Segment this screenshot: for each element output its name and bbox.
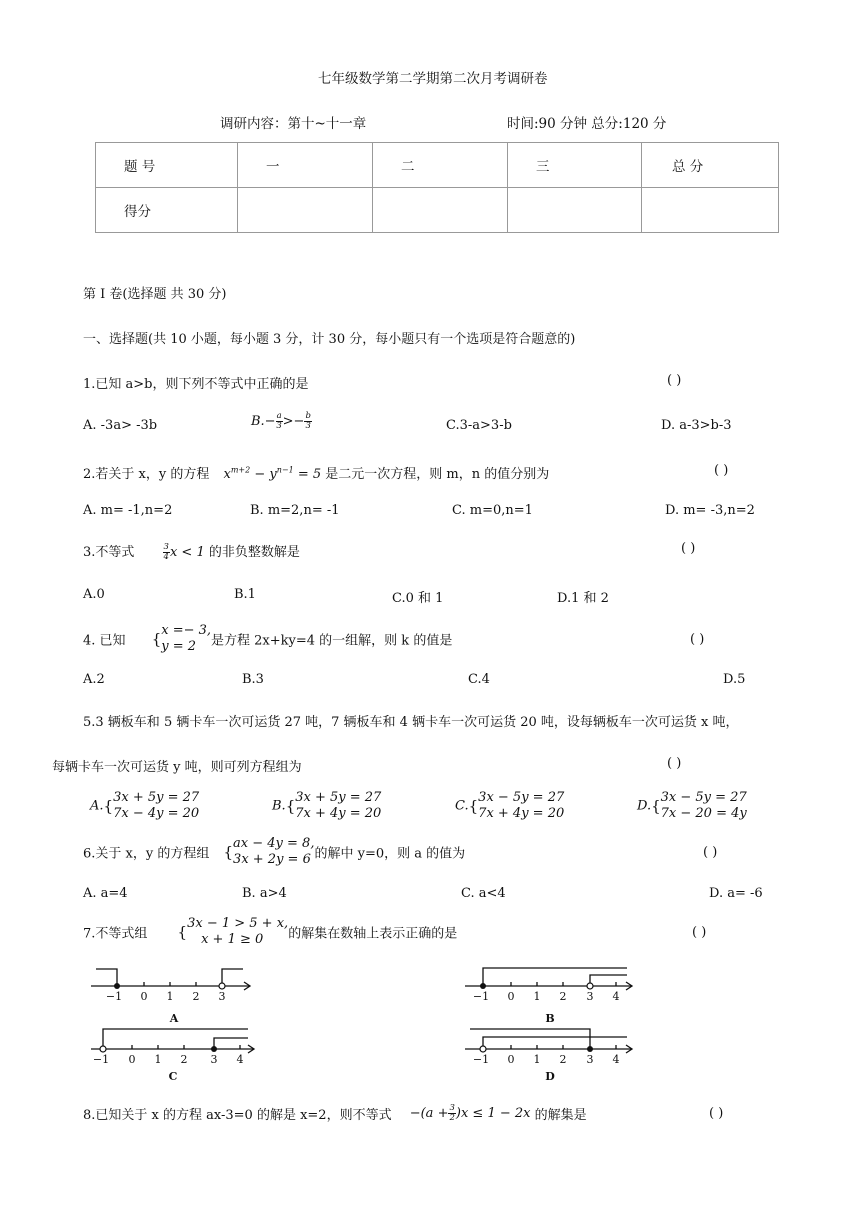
q2-stem-prefix: 2.若关于 x，y 的方程 (83, 467, 210, 482)
svg-text:0: 0 (128, 1053, 136, 1066)
score-cell[interactable] (642, 188, 779, 233)
q5-option-b: B.{ 3x + 5y = 27 7x + 4y = 20 (272, 790, 382, 821)
svg-text:3: 3 (586, 1053, 594, 1066)
q5-option-a: A.{ 3x + 5y = 27 7x − 4y = 20 (90, 790, 200, 821)
q7-stem-prefix: 7.不等式组 (83, 926, 148, 942)
number-line-a (88, 960, 258, 1028)
q2-stem-suffix: 是二元一次方程，则 m，n 的值分别为 (325, 467, 550, 482)
svg-text:−1: −1 (105, 990, 123, 1003)
q1-option-a: A. -3a> -3b (83, 418, 158, 433)
brace-icon: { (285, 797, 296, 815)
q6-stem-prefix: 6.关于 x，y 的方程组 (83, 846, 210, 862)
svg-text:−1: −1 (472, 1053, 490, 1066)
brace-icon: { (103, 797, 114, 815)
q4-option-b: B.3 (242, 672, 264, 687)
q2-option-b: B. m=2,n= -1 (250, 503, 340, 518)
q6-option-c: C. a<4 (461, 886, 506, 901)
q3-option-c: C.0 和 1 (392, 591, 444, 606)
table-header-cell: 二 (373, 143, 508, 188)
svg-text:0: 0 (507, 990, 515, 1003)
answer-paren: ( ) (692, 925, 707, 940)
fraction: $\frac{b}{3}$ (305, 411, 311, 431)
brace-icon: { (223, 843, 234, 861)
answer-paren: ( ) (714, 463, 729, 478)
svg-text:4: 4 (612, 990, 620, 1003)
q1-b-prefix: B.− (251, 414, 276, 429)
q4-option-a: A.2 (83, 672, 105, 687)
q4-stem (83, 623, 452, 655)
q6-system: ax − 4y = 8, 3x + 2y = 6 (233, 836, 315, 867)
brace-icon: { (177, 923, 188, 941)
q3-stem-prefix: 3.不等式 (83, 545, 135, 560)
page-title: 七年级数学第二学期第二次月考调研卷 (318, 71, 548, 87)
fraction: $\frac{3}{2}$ (449, 1103, 455, 1123)
svg-text:A: A (169, 1012, 179, 1025)
answer-paren: ( ) (667, 373, 682, 388)
q7-system: 3x − 1 > 5 + x, x + 1 ≥ 0 (187, 916, 289, 947)
q8-stem-suffix: 的解集是 (534, 1108, 587, 1123)
answer-paren: ( ) (690, 632, 705, 647)
svg-text:4: 4 (236, 1053, 244, 1066)
score-row-label: 得分 (96, 188, 238, 233)
table-row (96, 188, 779, 233)
q6-stem-suffix: 的解中 y=0，则 a 的值为 (314, 846, 466, 862)
part-heading: 第 I 卷(选择题 共 30 分) (83, 287, 227, 302)
brace-icon: { (651, 797, 661, 815)
q1-b-mid: >− (282, 414, 305, 429)
q3-option-a: A.0 (83, 587, 105, 602)
q3-option-b: B.1 (234, 587, 256, 602)
table-header-cell: 一 (238, 143, 373, 188)
q7-stem (83, 916, 457, 948)
svg-text:−1: −1 (472, 990, 490, 1003)
q2-option-d: D. m= -3,n=2 (665, 503, 755, 518)
instructions: 一、选择题(共 10 小题，每小题 3 分，计 30 分，每小题只有一个选项是符合题意的) (83, 332, 576, 347)
svg-text:1: 1 (154, 1053, 162, 1066)
brace-icon: { (151, 630, 162, 648)
q2-option-a: A. m= -1,n=2 (83, 503, 173, 518)
table-header-cell: 三 (508, 143, 642, 188)
answer-paren: ( ) (703, 845, 718, 860)
q1-option-d: D. a-3>b-3 (661, 418, 732, 433)
brace-icon: { (468, 797, 479, 815)
q4-option-d: D.5 (723, 672, 746, 687)
q4-system: x =− 3, y = 2 (161, 623, 212, 654)
answer-paren: ( ) (667, 756, 682, 771)
q3-stem-suffix: 的非负整数解是 (208, 545, 300, 560)
svg-text:1: 1 (533, 1053, 541, 1066)
score-cell[interactable] (373, 188, 508, 233)
svg-text:0: 0 (140, 990, 148, 1003)
number-line-c (88, 1023, 260, 1085)
q8-inequality-pre: −(a + (409, 1106, 449, 1121)
q3-option-d: D.1 和 2 (557, 591, 609, 606)
number-line-d (462, 1023, 642, 1085)
svg-text:D: D (545, 1070, 555, 1083)
q8-stem-prefix: 8.已知关于 x 的方程 ax-3=0 的解是 x=2，则不等式 (83, 1108, 392, 1123)
q3-stem (83, 541, 300, 562)
fraction: $\frac{3}{4}$ (163, 542, 169, 562)
score-cell[interactable] (508, 188, 642, 233)
q5-option-d: D.{ 3x − 5y = 27 7x − 20 = 4y (637, 790, 747, 821)
fraction: $\frac{a}{3}$ (276, 411, 282, 431)
q1-option-b (251, 412, 312, 431)
table-row (96, 143, 779, 188)
q8-stem (83, 1104, 587, 1123)
q5-stem-line2: 每辆卡车一次可运货 y 吨，则可列方程组为 (52, 760, 302, 775)
q5-option-c: C.{ 3x − 5y = 27 7x + 4y = 20 (455, 790, 565, 821)
q6-option-d: D. a= -6 (709, 886, 763, 901)
svg-text:2: 2 (559, 990, 567, 1003)
q6-option-b: B. a>4 (242, 886, 287, 901)
q5-stem-line1: 5.3 辆板车和 5 辆卡车一次可运货 27 吨，7 辆板车和 4 辆卡车一次可运货 20 吨，设每辆板车一次可运货 x 吨， (83, 715, 739, 730)
q1-stem: 1.已知 a>b，则下列不等式中正确的是 (83, 377, 309, 392)
q2-stem (83, 463, 549, 482)
svg-text:2: 2 (559, 1053, 567, 1066)
q7-stem-suffix: 的解集在数轴上表示正确的是 (288, 926, 458, 942)
svg-text:1: 1 (166, 990, 174, 1003)
time-score: 时间:90 分钟 总分:120 分 (507, 116, 667, 132)
q6-stem (83, 836, 465, 868)
score-cell[interactable] (238, 188, 373, 233)
q4-option-c: C.4 (468, 672, 490, 687)
svg-text:4: 4 (612, 1053, 620, 1066)
svg-text:1: 1 (533, 990, 541, 1003)
answer-paren: ( ) (709, 1106, 724, 1121)
content-label: 调研内容：第十~十一章 (220, 116, 367, 132)
table-header-cell: 总 分 (642, 143, 779, 188)
svg-text:2: 2 (180, 1053, 188, 1066)
svg-text:3: 3 (210, 1053, 218, 1066)
q4-stem-prefix: 4. 已知 (83, 633, 126, 649)
q1-option-c: C.3-a>3-b (446, 418, 512, 433)
svg-text:−1: −1 (92, 1053, 110, 1066)
q4-stem-suffix: 是方程 2x+ky=4 的一组解，则 k 的值是 (211, 633, 453, 649)
svg-text:B: B (545, 1012, 555, 1025)
svg-text:3: 3 (586, 990, 594, 1003)
q6-option-a: A. a=4 (83, 886, 128, 901)
q2-option-c: C. m=0,n=1 (452, 503, 533, 518)
answer-paren: ( ) (681, 541, 696, 556)
q3-inequality: x < 1 (169, 545, 205, 560)
score-table (95, 142, 779, 233)
svg-text:0: 0 (507, 1053, 515, 1066)
number-line-b (462, 960, 642, 1028)
svg-text:3: 3 (218, 990, 226, 1003)
q2-equation: $x^{m+2} - y^{n-1} = 5$ (223, 465, 322, 482)
table-header-cell: 题 号 (96, 143, 238, 188)
svg-text:C: C (168, 1070, 178, 1083)
q8-inequality-post: )x ≤ 1 − 2x (455, 1106, 531, 1121)
svg-text:2: 2 (192, 990, 200, 1003)
